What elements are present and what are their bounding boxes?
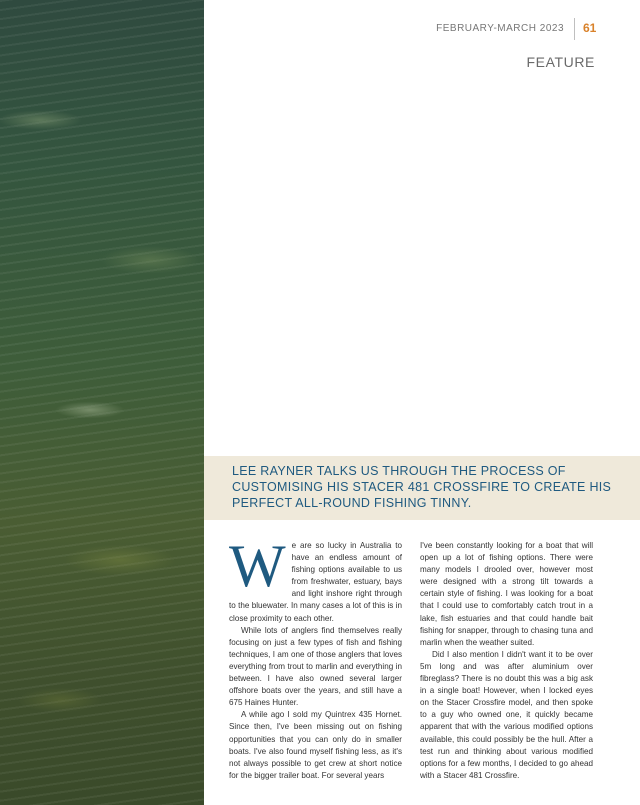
paragraph-4: I've been constantly looking for a boat that will open up a lot of fishing options. There were many models I drooled over, however most were designed with a strong tilt towards a certain style of fishing. I was looking for a boat that I could use to comfortably catch trout in a lake, fish estuaries and that could handle bait fishing for snapper, through to chasing tuna and marlin when the weather suited. [420, 541, 593, 647]
standfirst-text: LEE RAYNER TALKS US THROUGH THE PROCESS OF CUSTOMISING HIS STACER 481 CROSSFIRE TO CREATE HIS PERFECT ALL-ROUND FISHING TINNY. [232, 464, 612, 511]
paragraph-3: A while ago I sold my Quintrex 435 Hornet. Since then, I've been missing out on fishing opportunities that you can only do in smaller boats. I've also found myself fishing less, as it's not always possible to get crew at short notice for the bigger trailer boat. For several years [229, 710, 402, 780]
water-photo [0, 0, 204, 805]
paragraph-2: While lots of anglers find themselves really focusing on just a few types of fish and fishing techniques, I am one of those anglers that loves everything from trout to marlin and everything in between. I have also owned several larger offshore boats over the years, and still have a 675 Haines Hunter. [229, 625, 402, 708]
paragraph-1 [229, 533, 402, 625]
article-column-2 [420, 540, 593, 782]
paragraph-1-text: e are so lucky in Australia to have an endless amount of fishing options available to us from freshwater, estuary, bays and light inshore right through to the bluewater. In many cases a lot of this is in close proximity to each other. [229, 541, 402, 623]
header-divider [574, 18, 575, 40]
article-column-1 [229, 533, 402, 782]
section-label: FEATURE [526, 54, 595, 70]
page-number: 61 [583, 21, 597, 35]
drop-cap: W [229, 533, 286, 599]
issue-date: FEBRUARY-MARCH 2023 [436, 23, 564, 34]
paragraph-5: Did I also mention I didn't want it to be over 5m long and was after aluminium over fibreglass? There is no doubt this was a big ask in a single boat! However, when I locked eyes on the Stacer Crossfire model, and then spoke to a guy who owned one, it quickly became apparent that with the various modified options available, this could possibly be the hull. After a test run and thinking about various modified options for a few months, I decided to go ahead with a Stacer 481 Crossfire. [420, 649, 593, 780]
